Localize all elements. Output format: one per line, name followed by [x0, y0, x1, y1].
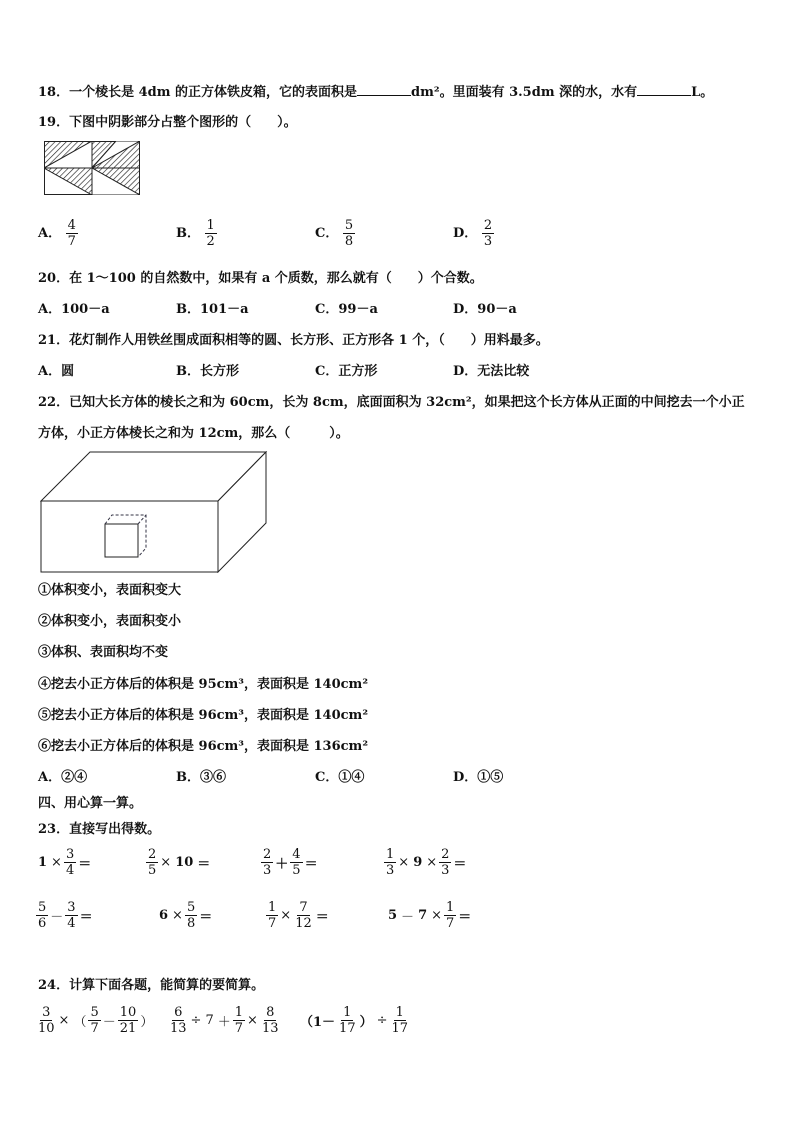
question-21-stem: 21．花灯制作人用铁丝围成面积相等的圆、长方形、正方形各 1 个，（ ）用料最多。 — [38, 333, 549, 348]
question-22-stem-line1: 22．已知大长方体的棱长之和为 60cm，长为 8cm，底面面积为 32cm²，如果把这个长方体从正面的中间挖去一个小正 — [38, 395, 745, 410]
fraction: $\frac{1}{7}$ — [234, 1005, 244, 1036]
fraction: $\frac{5}{7}$ — [90, 1005, 99, 1036]
fraction: $\frac{2}{3}$ — [263, 847, 272, 878]
fraction: $\frac{10}{21}$ — [119, 1005, 137, 1036]
fraction: $\frac{4}{7}$ — [67, 218, 76, 249]
fraction: $\frac{1}{7}$ — [268, 900, 277, 931]
fraction: $\frac{3}{4}$ — [65, 847, 75, 878]
fraction: $\frac{1}{17}$ — [391, 1005, 409, 1036]
fraction: $\frac{3}{10}$ — [38, 1005, 55, 1036]
calc-expression: $\frac{3}{10}$ × （ $\frac{5}{7}$ － $\frac{10}{21}$ ） — [38, 1005, 154, 1036]
fraction: $\frac{1}{7}$ — [446, 900, 455, 931]
q22-option-b[interactable]: B．③⑥ — [176, 770, 226, 785]
question-22-stem-line2: 方体，小正方体棱长之和为 12cm，那么（ ）。 — [38, 426, 349, 441]
q20-option-b[interactable]: B．101－a — [176, 302, 249, 317]
fraction: $\frac{5}{6}$ — [38, 900, 47, 931]
q22-statement-5: ⑤挖去小正方体后的体积是 96cm³，表面积是 140cm² — [38, 708, 369, 723]
question-24-stem: 24．计算下面各题，能简算的要简算。 — [38, 978, 265, 993]
answer-blank[interactable] — [637, 82, 691, 96]
calc-expression: $\frac{2}{5}$ × 10 ＝ — [148, 847, 211, 878]
q22-option-c[interactable]: C．①④ — [315, 770, 365, 785]
calc-expression: $\frac{1}{3}$ × 9 × $\frac{2}{3}$ ＝ — [386, 847, 467, 878]
fraction: $\frac{1}{3}$ — [386, 847, 395, 878]
question-23-stem: 23．直接写出得数。 — [38, 822, 161, 837]
calc-expression: $\frac{5}{6}$ － $\frac{3}{4}$ ＝ — [38, 900, 93, 931]
fraction: $\frac{1}{2}$ — [206, 218, 215, 249]
q22-option-a[interactable]: A．②④ — [38, 770, 88, 785]
q19-option-c[interactable]: C． $\frac{5}{8}$ — [315, 218, 354, 249]
q21-option-c[interactable]: C．正方形 — [315, 364, 378, 379]
fraction: $\frac{3}{4}$ — [67, 900, 76, 931]
calc-expression: （1－ $\frac{1}{17}$ ） ÷ $\frac{1}{17}$ — [300, 1005, 409, 1036]
answer-blank[interactable] — [357, 82, 411, 96]
fraction: $\frac{1}{17}$ — [339, 1005, 356, 1036]
question-19-stem: 19．下图中阴影部分占整个图形的（ ）。 — [38, 115, 297, 130]
q22-option-d[interactable]: D．①⑤ — [453, 770, 504, 785]
cuboid-figure — [40, 451, 268, 573]
fraction: $\frac{7}{12}$ — [295, 900, 312, 931]
q22-statement-4: ④挖去小正方体后的体积是 95cm³，表面积是 140cm² — [38, 677, 369, 692]
q19-option-d[interactable]: D． $\frac{2}{3}$ — [453, 218, 493, 249]
q20-option-a[interactable]: A．100－a — [38, 302, 110, 317]
fraction: $\frac{8}{13}$ — [261, 1005, 279, 1036]
q19-option-b[interactable]: B． $\frac{1}{2}$ — [176, 218, 215, 249]
question-20-stem: 20．在 1～100 的自然数中，如果有 a 个质数，那么就有（ ）个合数。 — [38, 271, 483, 286]
q21-option-b[interactable]: B．长方形 — [176, 364, 239, 379]
question-18: 18．一个棱长是 4dm 的正方体铁皮箱，它的表面积是 dm²。里面装有 3.5dm 深的水，水有 L。 — [38, 82, 713, 102]
shaded-rectangle-figure — [44, 141, 140, 195]
calc-expression: $\frac{2}{3}$ ＋ $\frac{4}{5}$ ＝ — [263, 847, 318, 878]
q22-statement-1: ①体积变小，表面积变大 — [38, 583, 182, 598]
section-heading: 四、用心算一算。 — [38, 796, 143, 811]
q21-option-a[interactable]: A．圆 — [38, 364, 75, 379]
fraction: $\frac{4}{5}$ — [292, 847, 301, 878]
q22-statement-2: ②体积变小，表面积变小 — [38, 614, 182, 629]
fraction: $\frac{6}{13}$ — [170, 1005, 187, 1036]
calc-expression: 5 － 7 × $\frac{1}{7}$ ＝ — [388, 900, 472, 931]
calc-expression: 6 × $\frac{5}{8}$ ＝ — [159, 900, 213, 931]
q20-option-d[interactable]: D．90－a — [453, 302, 517, 317]
q19-option-a[interactable]: A． $\frac{4}{7}$ — [38, 218, 76, 249]
calc-expression: $\frac{1}{7}$ × $\frac{7}{12}$ ＝ — [268, 900, 329, 931]
calc-expression: 1 × $\frac{3}{4}$ ＝ — [38, 847, 92, 878]
fraction: $\frac{2}{3}$ — [441, 847, 450, 878]
fraction: $\frac{2}{3}$ — [483, 218, 493, 249]
q22-statement-3: ③体积、表面积均不变 — [38, 645, 169, 660]
fraction: $\frac{2}{5}$ — [148, 847, 157, 878]
fraction: $\frac{5}{8}$ — [344, 218, 354, 249]
q20-option-c[interactable]: C．99－a — [315, 302, 378, 317]
q21-option-d[interactable]: D．无法比较 — [453, 364, 530, 379]
calc-expression: $\frac{6}{13}$ ÷ 7 ＋ $\frac{1}{7}$ × $\frac{8}{13}$ — [170, 1005, 279, 1036]
fraction: $\frac{5}{8}$ — [186, 900, 196, 931]
q22-statement-6: ⑥挖去小正方体后的体积是 96cm³，表面积是 136cm² — [38, 739, 369, 754]
